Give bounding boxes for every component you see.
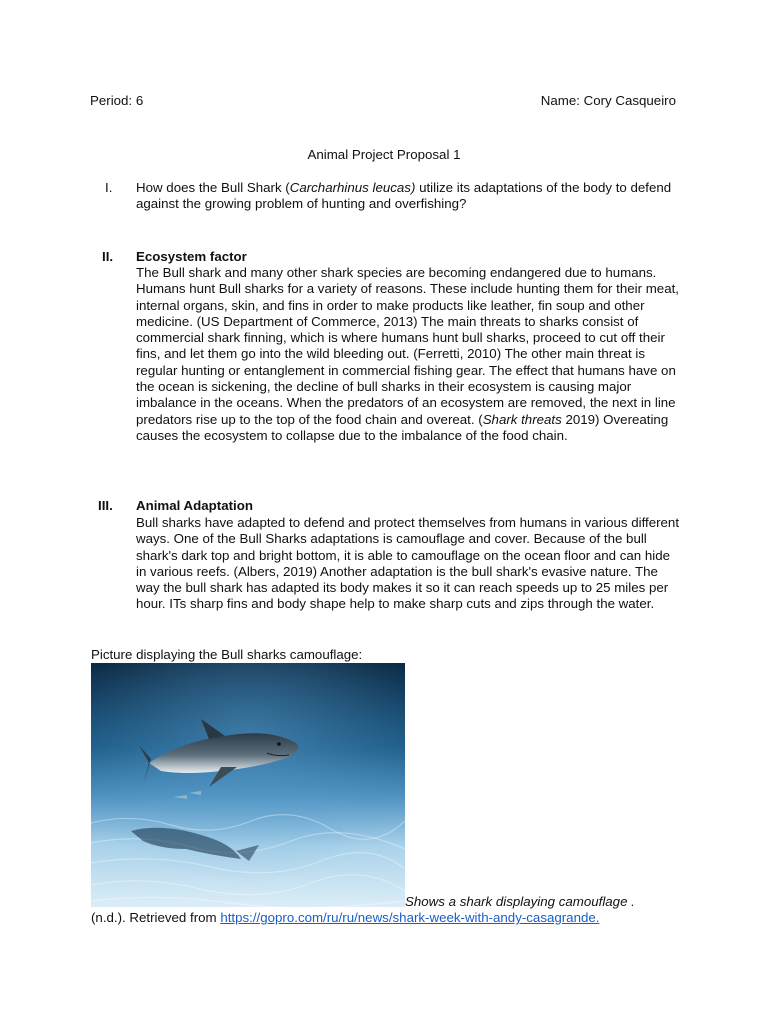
student-name: Name: Cory Casqueiro — [540, 93, 676, 108]
section-3-body: Bull sharks have adapted to defend and protect themselves from humans in various different ways. One of the Bull Sharks adaptations is camouflage and cover. Because of the bull shark's dark top and bright bottom, it is able to camouflage on the ocean floor and can hide in various reefs. (Albers, 2019) Another adaptation is the bull shark's evasive nature. The way the bull shark has adapted its body makes it so it can reach speeds up to 25 miles per hour. ITs sharp fins and body shape help to make sharp cuts and zips through the water. — [136, 515, 680, 612]
research-question: How does the Bull Shark (Carcharhinus leucas) utilize its adaptations of the body to defend against the growing problem of hunting and overfishing? — [136, 180, 672, 212]
section-3-heading: Animal Adaptation — [136, 498, 253, 513]
section-2-body: The Bull shark and many other shark species are becoming endangered due to humans. Humans hunt Bull sharks for a variety of reasons. These include hunting them for their meat, internal organs, skin, and fins in order to make products like leather, fin soup and other medicine. (US Department of Commerce, 2013) The main threats to sharks consist of commercial shark finning, which is where humans hunt bull sharks, proceed to cut off their fins, and let them go into the wild bleeding out. (Ferretti, 2010) The other main threat is regular hunting or entanglement in commercial fishing gear. The effect that humans have on the ocean is sickening, the decline of bull sharks in their ecosystem is causing major imbalance in the oceans. When the predators of an ecosystem are removed, the next in line predators rise up to the top of the food chain and overeat. (Shark threats 2019) Overeating causes the ecosystem to collapse due to the imbalance of the food chain. — [136, 265, 679, 443]
section-2-heading: Ecosystem factor — [136, 249, 247, 264]
document-title: Animal Project Proposal 1 — [307, 147, 461, 162]
section-3-number: III. — [98, 498, 113, 513]
picture-label: Picture displaying the Bull sharks camouflage: — [91, 647, 363, 662]
shark-photo — [91, 663, 405, 907]
photo-caption: Shows a shark displaying camouflage . — [405, 894, 635, 909]
question-number: I. — [105, 180, 113, 195]
citation-prefix: (n.d.). Retrieved from — [91, 910, 221, 925]
section-2-number: II. — [102, 249, 114, 264]
period-label: Period: 6 — [90, 93, 144, 108]
source-link[interactable]: https://gopro.com/ru/ru/news/shark-week-with-andy-casagrande. — [220, 910, 600, 925]
photo-citation — [91, 910, 599, 926]
